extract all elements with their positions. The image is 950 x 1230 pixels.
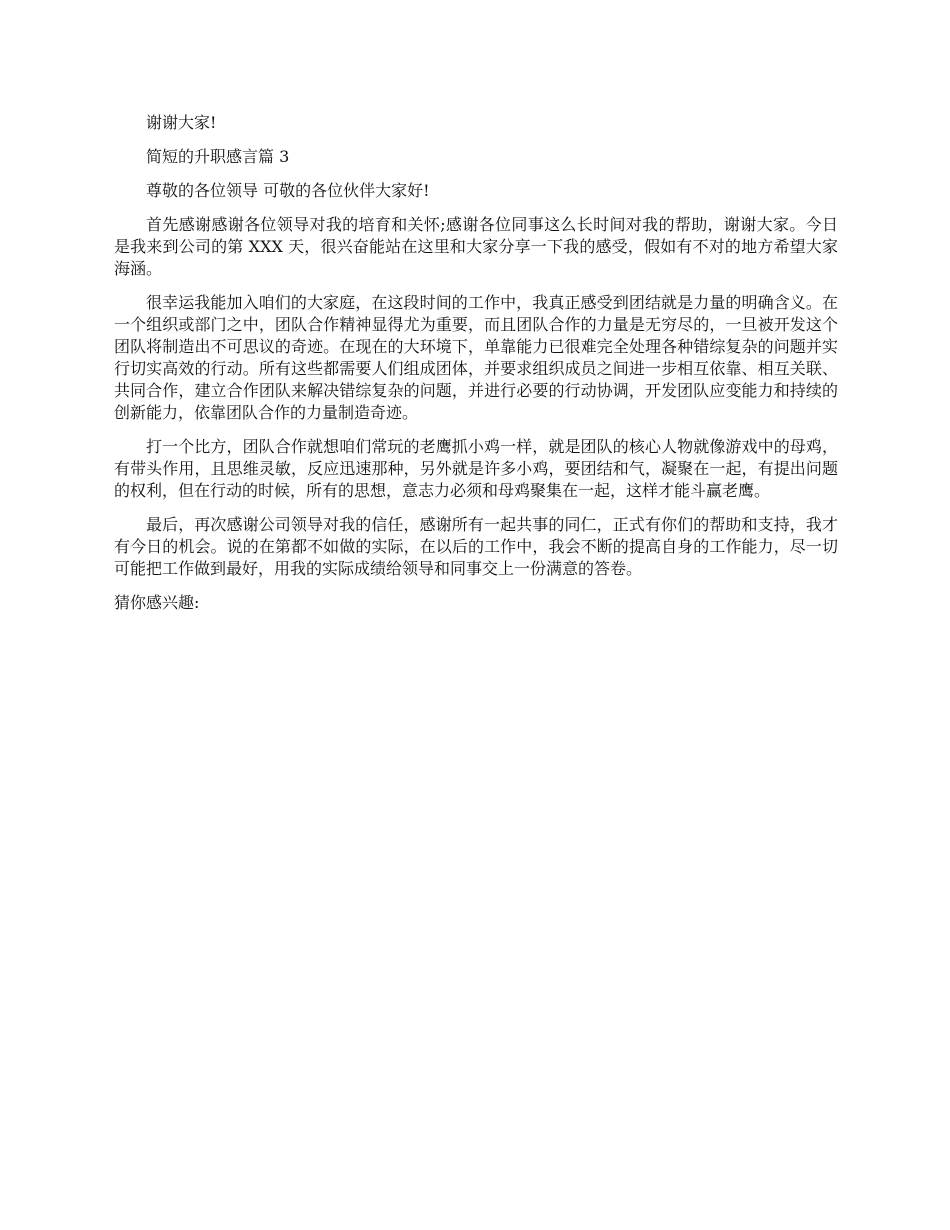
- document-body: [114, 112, 838, 626]
- body-paragraph-conclusion: 最后，再次感谢公司领导对我的信任，感谢所有一起共事的同仁，正式有你们的帮助和支持，我才有今日的机会。说的在第都不如做的实际，在以后的工作中，我会不断的提高自身的工作能力，尽一切可能把工作做到最好，用我的实际成绩给领导和同事交上一份满意的答卷。: [114, 515, 838, 578]
- salutation: 尊敬的各位领导 可敬的各位伙伴大家好!: [146, 181, 430, 200]
- body-paragraph-intro: 首先感谢感谢各位领导对我的培育和关怀;感谢各位同事这么长时间对我的帮助，谢谢大家。今日是我来到公司的第 XXX 天，很兴奋能站在这里和大家分享一下我的感受，假如有不对的地方希望大家海涵。: [114, 215, 838, 278]
- closing-thanks: 谢谢大家!: [146, 113, 217, 132]
- section-title: 简短的升职感言篇 3: [146, 147, 290, 166]
- related-articles-label: 猜你感兴趣:: [114, 593, 200, 612]
- body-paragraph-analogy: 打一个比方，团队合作就想咱们常玩的老鹰抓小鸡一样，就是团队的核心人物就像游戏中的母鸡，有带头作用，且思维灵敏，反应迅速那种，另外就是许多小鸡，要团结和气，凝聚在一起，有提出问题的权利，但在行动的时候，所有的思想，意志力必须和母鸡聚集在一起，这样才能斗赢老鹰。: [114, 437, 838, 500]
- body-paragraph-teamwork: 很幸运我能加入咱们的大家庭，在这段时间的工作中，我真正感受到团结就是力量的明确含义。在一个组织或部门之中，团队合作精神显得尤为重要，而且团队合作的力量是无穷尽的，一旦被开发这个团队将制造出不可思议的奇迹。在现在的大环境下，单靠能力已很难完全处理各种错综复杂的问题并实行切实高效的行动。所有这些都需要人们组成团体，并要求组织成员之间进一步相互依靠、相互关联、共同合作，建立合作团队来解决错综复杂的问题，并进行必要的行动协调，开发团队应变能力和持续的创新能力，依靠团队合作的力量制造奇迹。: [114, 293, 838, 422]
